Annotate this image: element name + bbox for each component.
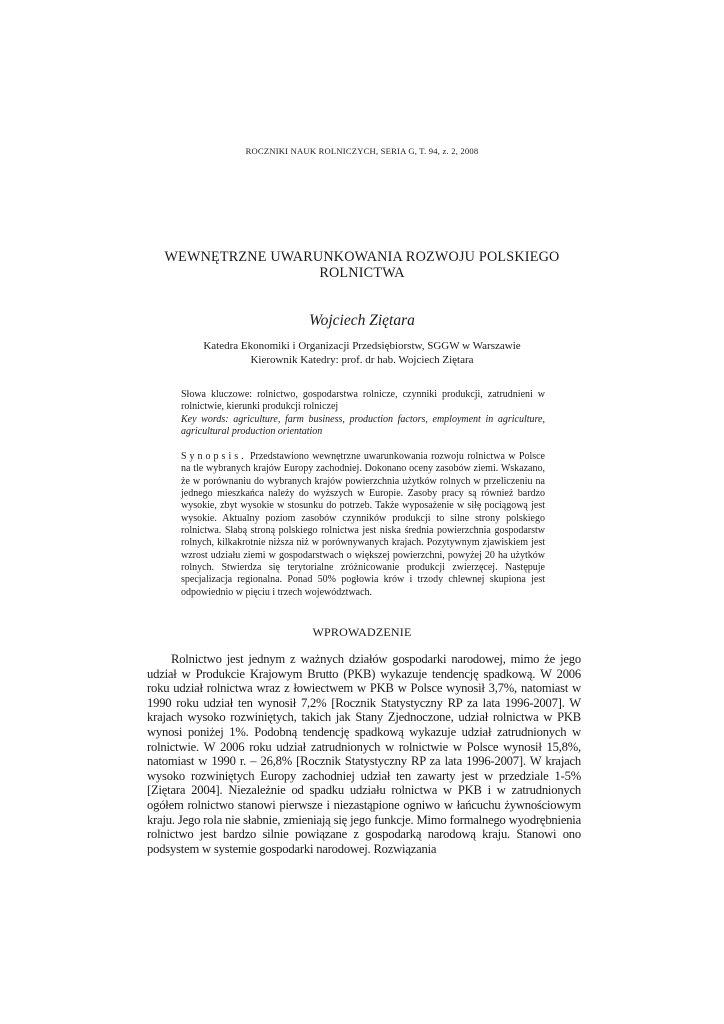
affiliation [0, 340, 724, 367]
keywords-english: Key words: agriculture, farm business, production factors, employment in agriculture, agricultural production orientation [181, 413, 545, 437]
synopsis-text: Przedstawiono wewnętrzne uwarunkowania rozwoju rolnictwa w Polsce na tle wybranych krajów Europy zachodniej. Dokonano oceny zasobów ziemi. Wskazano, że w porównaniu do wybranych krajów powierzchnia użytków rolnych w przeliczeniu na jednego mieszkańca należy do wyższych w Europie. Zasoby pracy są również bardzo wysokie, zbyt wysokie w stosunku do potrzeb. Także wyposażenie w siłę pociągową jest wysokie. Aktualny poziom zasobów czynników produkcji to silne strony polskiego rolnictwa. Słabą stroną polskiego rolnictwa jest niska średnia powierzchnia gospodarstw rolnych, kilkakrotnie niższa niż w porównywanych krajach. Pozytywnym zjawiskiem jest wzrost udziału ziemi w gospodarstwach o większej powierzchni, powyżej 20 ha użytków rolnych. Stwierdza się terytorialne zróżnicowanie produkcji zwierzęcej. Następuje specjalizacja regionalna. Ponad 50% pogłowia krów i trzody chlewnej skupiona jest odpowiednio w pięciu i trzech województwach. [181, 451, 545, 598]
article-author: Wojciech Ziętara [309, 312, 415, 329]
running-head: ROCZNIKI NAUK ROLNICZYCH, SERIA G, T. 94, z. 2, 2008 [245, 146, 479, 156]
section-heading: WPROWADZENIE [312, 625, 412, 639]
keywords-polish: Słowa kluczowe: rolnictwo, gospodarstwa rolnicze, czynniki produkcji, zatrudnieni w rolnictwie, kierunki produkcji rolniczej [181, 389, 545, 413]
article-title: WEWNĘTRZNE UWARUNKOWANIA ROZWOJU POLSKIEGO ROLNICTWA [164, 249, 560, 281]
synopsis-lead: Synopsis. [181, 451, 247, 462]
body-paragraph: Rolnictwo jest jednym z ważnych działów gospodarki narodowej, mimo że jego udział w Produkcie Krajowym Brutto (PKB) wykazuje tendencję spadkową. W 2006 roku udział rolnictwa wraz z łowiectwem w PKB w Polsce wynosił 3,7%, natomiast w 1990 roku udział ten wynosił 7,2% [Rocznik Statystyczny RP za lata 1996-2007]. W krajach wysoko rozwiniętych, takich jak Stany Zjednoczone, udział rolnictwa w PKB wynosi poniżej 1%. Podobną tendencję spadkową wykazuje udział zatrudnionych w rolnictwie. W 2006 roku udział zatrudnionych w rolnictwie w Polsce wynosił 15,8%, natomiast w 1990 r. – 26,8% [Rocznik Statystyczny RP za lata 1996-2007]. W krajach wysoko rozwiniętych Europy zachodniej udział ten zawarty jest w przedziale 1-5% [Ziętara 2004]. Niezależnie od spadku udziału rolnictwa w PKB i w zatrudnionych ogółem rolnictwo stanowi pierwsze i niezastąpione ogniwo w łańcuchu żywnościowym kraju. Jego rola nie słabnie, zmieniają się jego funkcje. Mimo formalnego wyodrębnienia rolnictwo jest bardzo silnie powiązane z gospodarką narodową kraju. Stanowi ono podsystem w systemie gospodarki narodowej. Rozwiązania [147, 652, 581, 856]
affiliation-department: Katedra Ekonomiki i Organizacji Przedsiębiorstw, SGGW w Warszawie [203, 340, 521, 352]
affiliation-head: Kierownik Katedry: prof. dr hab. Wojciech Ziętara [250, 353, 474, 366]
synopsis [181, 451, 545, 599]
keywords [181, 389, 545, 438]
